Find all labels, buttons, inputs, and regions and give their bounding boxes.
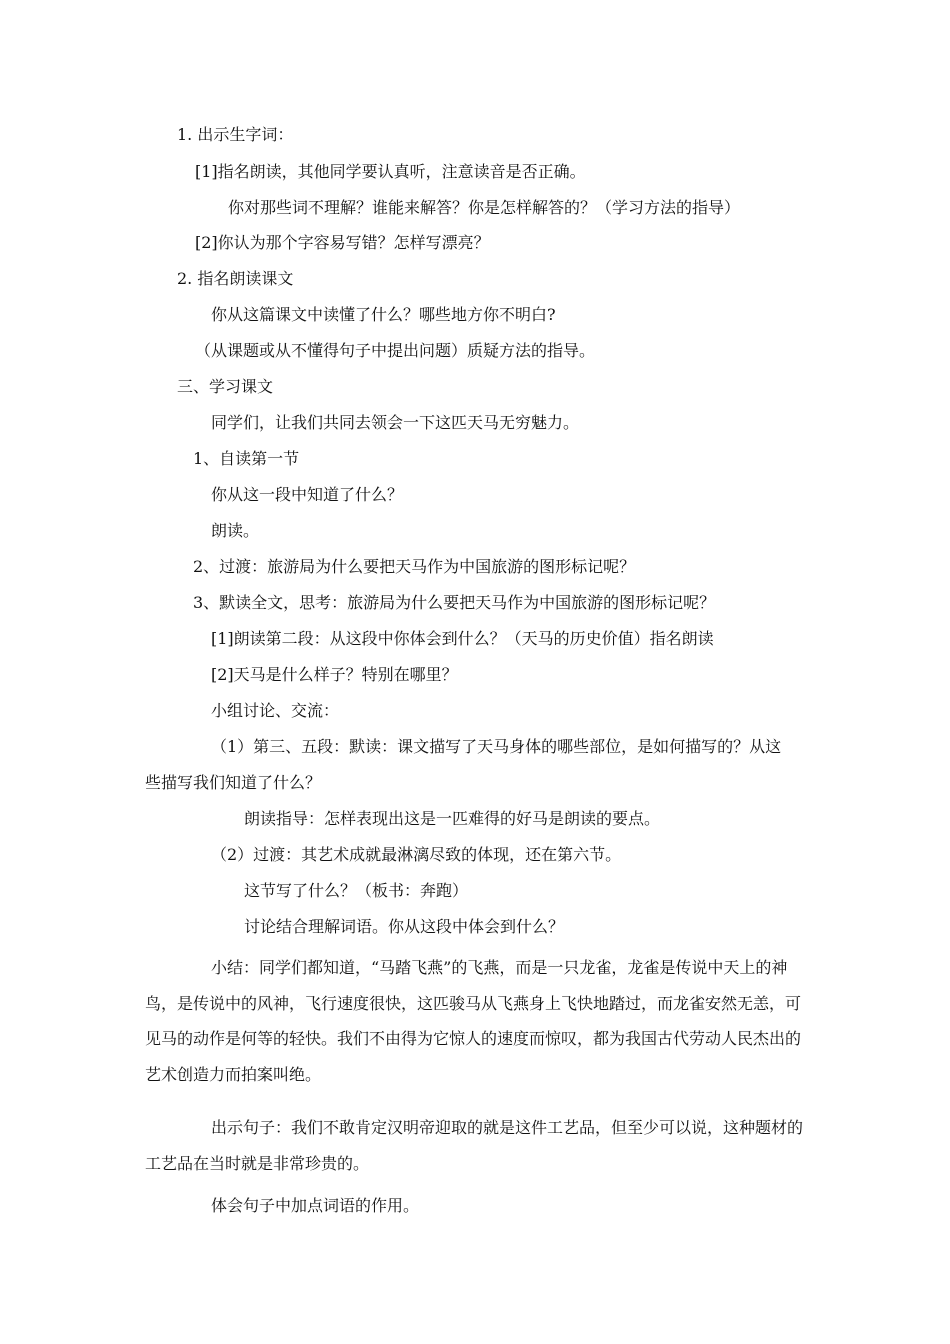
- section-heading-1: 1. 出示生字词：: [177, 125, 294, 144]
- instruction-line: [2]你认为那个字容易写错？怎样写漂亮？: [195, 233, 490, 252]
- instruction-line: 朗读。: [211, 521, 260, 540]
- instruction-line: 你从这篇课文中读懂了什么？哪些地方你不明白?: [211, 305, 556, 324]
- step-heading: 2、过渡：旅游局为什么要把天马作为中国旅游的图形标记呢？: [193, 557, 636, 576]
- instruction-line: （2）过渡：其艺术成就最淋漓尽致的体现，还在第六节。: [211, 845, 622, 864]
- instruction-line: 你对那些词不理解？谁能来解答？你是怎样解答的？（学习方法的指导）: [228, 198, 741, 217]
- instruction-line: 这节写了什么？（板书：奔跑）: [244, 881, 469, 900]
- section-heading-2: 2. 指名朗读课文: [177, 269, 294, 288]
- step-heading: 3、默读全文，思考：旅游局为什么要把天马作为中国旅游的图形标记呢？: [193, 593, 716, 612]
- instruction-line: （从课题或从不懂得句子中提出问题）质疑方法的指导。: [195, 341, 596, 360]
- instruction-line: （1）第三、五段：默读：课文描写了天马身体的哪些部位，是如何描写的？从这: [211, 737, 782, 756]
- instruction-line: 朗读指导：怎样表现出这是一匹难得的好马是朗读的要点。: [244, 809, 661, 828]
- step-heading: 1、自读第一节: [193, 449, 300, 468]
- sentence-paragraph: 出示句子：我们不敢肯定汉明帝迎取的就是这件工艺品，但至少可以说，这种题材的工艺品在当时就是非常珍贵的。: [145, 1118, 804, 1173]
- instruction-line: 小组讨论、交流：: [211, 701, 340, 720]
- instruction-line: [2]天马是什么样子？特别在哪里？: [211, 665, 458, 684]
- instruction-line: 体会句子中加点词语的作用。: [211, 1196, 420, 1215]
- instruction-line: 同学们，让我们共同去领会一下这匹天马无穷魅力。: [211, 413, 580, 432]
- summary-paragraph: 小结：同学们都知道，“马踏飞燕”的飞燕，而是一只龙雀，龙雀是传说中天上的神鸟，是传说中的风神，飞行速度很快，这匹骏马从飞燕身上飞快地踏过，而龙雀安然无恙，可见马的动作是何等的轻快。我们不由得为它惊人的速度而惊叹，都为我国古代劳动人民杰出的艺术创造力而拍案叫绝。: [145, 958, 802, 1084]
- instruction-line: [1]指名朗读，其他同学要认真听，注意读音是否正确。: [195, 162, 586, 181]
- instruction-line: 讨论结合理解词语。你从这段中体会到什么？: [244, 917, 565, 936]
- section-heading-3: 三、学习课文: [177, 377, 274, 396]
- instruction-line: [1]朗读第二段：从这段中你体会到什么？（天马的历史价值）指名朗读: [211, 629, 714, 648]
- instruction-line: 些描写我们知道了什么？: [145, 773, 322, 792]
- instruction-line: 你从这一段中知道了什么？: [211, 485, 404, 504]
